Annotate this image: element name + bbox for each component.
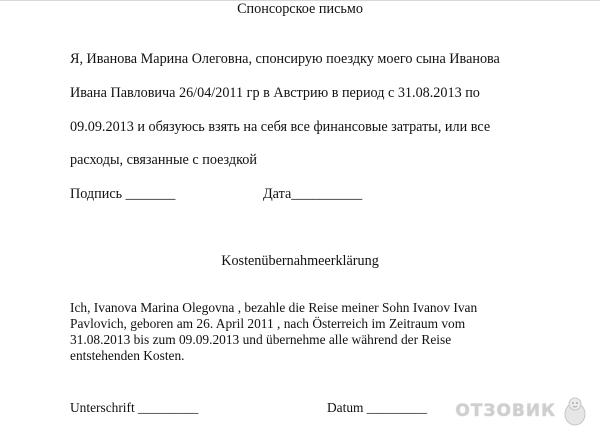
site-watermark — [455, 396, 588, 426]
german-paragraph-line-1: Ich, Ivanova Marina Olegovna , bezahle die Reise meiner Sohn Ivanov Ivan — [70, 300, 478, 315]
russian-paragraph-line-1: Я, Иванова Марина Олеговна, спонсирую поездку моего сына Иванова — [70, 51, 500, 67]
otzovik-logo-icon — [562, 396, 588, 426]
russian-signature-field: Подпись _______ — [70, 186, 176, 202]
german-paragraph-line-2: Pavlovich, geboren am 26. April 2011 , nach Österreich im Zeitraum vom — [70, 316, 466, 331]
german-letter-title: Kostenübernahmeerklärung — [221, 253, 379, 269]
russian-paragraph-line-3: 09.09.2013 и обязуюсь взять на себя все финансовые затраты, или все — [70, 119, 491, 135]
german-signature-field: Unterschrift _________ — [70, 400, 199, 415]
russian-paragraph-line-2: Ивана Павловича 26/04/2011 гр в Австрию в период с 31.08.2013 по — [70, 85, 480, 101]
russian-date-field: Дата__________ — [263, 186, 363, 202]
watermark-text: ОТЗОВИК — [455, 401, 556, 421]
russian-letter-title: Спонсорское письмо — [237, 1, 363, 17]
german-date-field: Datum _________ — [327, 400, 428, 415]
german-paragraph-line-4: entstehenden Kosten. — [70, 348, 185, 363]
german-paragraph-line-3: 31.08.2013 bis zum 09.09.2013 und übernehme alle während der Reise — [70, 332, 452, 347]
russian-paragraph-line-4: расходы, связанные с поездкой — [70, 152, 257, 168]
